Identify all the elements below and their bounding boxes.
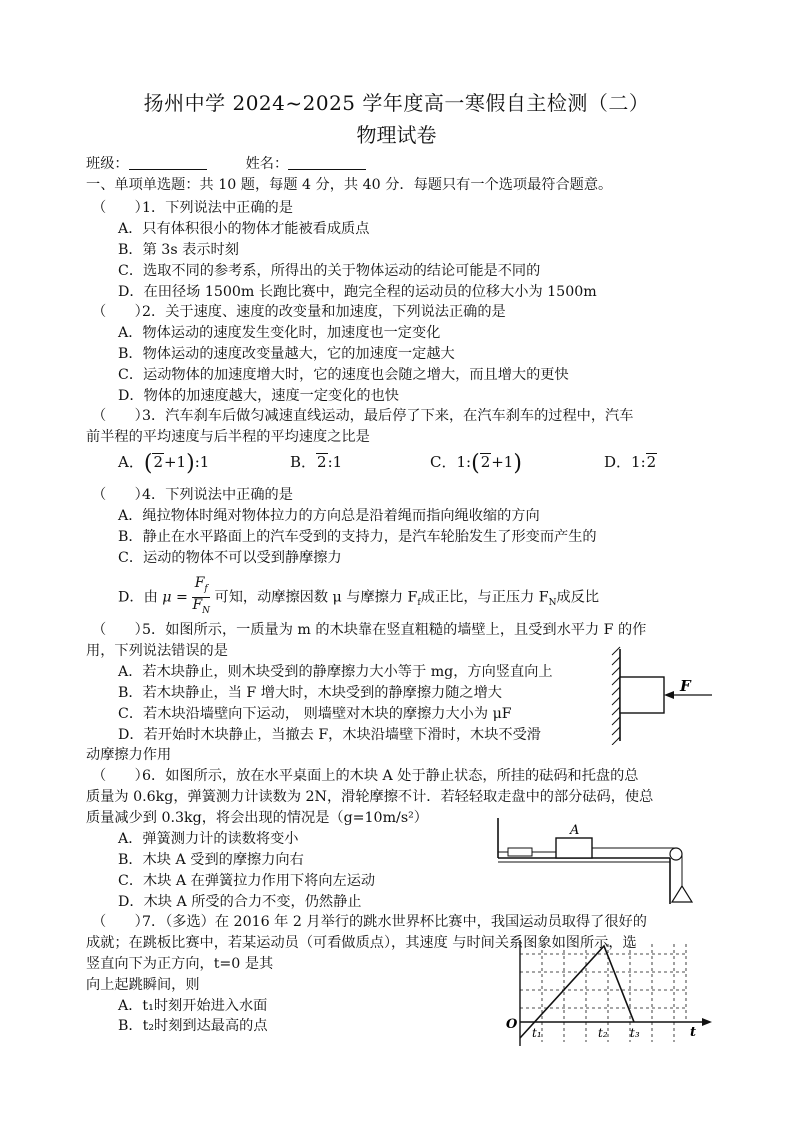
- q6-stem-cont2: 质量减少到 0.3kg，将会出现的情况是（g=10m/s²）: [86, 810, 428, 826]
- mu-fraction: $\frac{F_f}{F_N}$: [192, 575, 211, 616]
- q3-option-a: A．(2+1):1: [118, 451, 210, 476]
- weight-tray: [672, 886, 692, 902]
- q7-stem-cont: 成就；在跳板比赛中，若某运动员（可看做质点），其速度 与时间关系图象如图所示，选: [86, 935, 637, 951]
- q7-stem-cont3: 向上起跳瞬间，则: [86, 977, 200, 993]
- q5-option-b: B．若木块静止，当 F 增大时，木块受到的静摩擦力随之增大: [118, 685, 502, 701]
- wood-block: [620, 677, 664, 713]
- q2-option-b: B．物体运动的速度改变量越大，它的加速度一定越大: [118, 346, 455, 362]
- q4-option-d: D．由 μ = $\frac{F_f}{F_N}$ 可知，动摩擦因数 μ 与摩擦力 $F_f$成正比，与正压力 $F_N$成反比: [118, 576, 599, 619]
- q4-option-a: A．绳拉物体时绳对物体拉力的方向总是沿着绳而指向绳收缩的方向: [118, 508, 540, 524]
- spring-scale: [508, 848, 532, 856]
- q7-stem: （ ）7．（多选）在 2016 年 2 月举行的跳水世界杯比赛中，我国运动员取得了很好的: [92, 914, 647, 930]
- q1-option-a: A．只有体积很小的物体才能被看成质点: [118, 221, 370, 237]
- q5-option-d: D．若开始时木块静止，当撤去 F，木块沿墙壁下滑时，木块不受滑: [118, 727, 541, 743]
- q4-option-b: B．静止在水平路面上的汽车受到的支持力，是汽车轮胎发生了形变而产生的: [118, 529, 597, 545]
- t-axis-arrow-icon: [702, 1018, 712, 1026]
- velocity-line: [520, 946, 634, 1038]
- name-field[interactable]: [288, 155, 366, 170]
- q5-figure: [608, 645, 718, 745]
- q7-option-a: A．t₁时刻开始进入水面: [118, 998, 268, 1014]
- q1-stem: （ ）1．下列说法中正确的是: [92, 200, 293, 216]
- answer-paren[interactable]: （ ）: [92, 200, 149, 216]
- q6-option-a: A．弹簧测力计的读数将变小: [118, 831, 299, 847]
- answer-paren[interactable]: （ ）: [92, 408, 149, 424]
- q3-stem: （ ）3．汽车刹车后做匀减速直线运动，最后停了下来，在汽车刹车的过程中，汽车: [92, 408, 634, 424]
- q2-option-d: D．物体的加速度越大，速度一定变化的也快: [118, 388, 399, 404]
- q7-vt-graph: [500, 936, 716, 1048]
- q2-option-c: C．运动物体的加速度增大时，它的速度也会随之增大，而且增大的更快: [118, 367, 569, 383]
- q1-option-b: B．第 3s 表示时刻: [118, 242, 239, 258]
- t-axis-label: t: [690, 1025, 697, 1040]
- q2-option-a: A．物体运动的速度发生变化时，加速度也一定变化: [118, 325, 441, 341]
- q6-option-b: B．木块 A 受到的摩擦力向右: [118, 852, 304, 868]
- t1-label: t₁: [532, 1026, 542, 1040]
- q5-stem-cont: 用，下列说法错误的是: [86, 643, 228, 659]
- answer-paren[interactable]: （ ）: [92, 768, 149, 784]
- t2-label: t₂: [598, 1026, 608, 1040]
- page-subtitle: 物理试卷: [356, 123, 437, 147]
- origin-label: O: [506, 1017, 518, 1032]
- student-info-row: [86, 154, 366, 174]
- q7-stem-cont2: 竖直向下为正方向，t=0 是其: [86, 956, 274, 972]
- q7-option-b: B．t₂时刻到达最高的点: [118, 1018, 268, 1034]
- answer-paren[interactable]: （ ）: [92, 487, 149, 503]
- name-label: 姓名：: [245, 156, 289, 172]
- q4-option-c: C．运动的物体不可以受到静摩擦力: [118, 550, 342, 566]
- q5-option-c: C．若木块沿墙壁向下运动， 则墙壁对木块的摩擦力大小为 μF: [118, 706, 512, 722]
- q6-option-c: C．木块 A 在弹簧拉力作用下将向左运动: [118, 873, 376, 889]
- arrow-left-icon: [664, 691, 674, 699]
- q5-option-d-cont: 动摩擦力作用: [86, 747, 172, 763]
- t3-label: t₃: [630, 1026, 640, 1040]
- page-title: 扬州中学 2024~2025 学年度高一寒假自主检测（二）: [143, 91, 650, 115]
- q2-stem: （ ）2．关于速度、速度的改变量和加速度，下列说法正确的是: [92, 304, 506, 320]
- q3-stem-cont: 前半程的平均速度与后半程的平均速度之比是: [86, 429, 370, 445]
- block-a: [556, 838, 592, 858]
- q6-option-d: D．木块 A 所受的合力不变，仍然静止: [118, 894, 362, 910]
- pulley: [670, 848, 682, 860]
- q1-option-c: C．选取不同的参考系，所得出的关于物体运动的结论可能是不同的: [118, 263, 541, 279]
- section-heading: 一、单项单选题：共 10 题，每题 4 分，共 40 分．每题只有一个选项最符合题意。: [86, 177, 613, 193]
- class-label: 班级：: [86, 156, 129, 172]
- q5-option-a: A．若木块静止，则木块受到的静摩擦力大小等于 mg，方向竖直向上: [118, 664, 553, 680]
- answer-paren[interactable]: （ ）: [92, 304, 149, 320]
- q5-stem: （ ）5．如图所示，一质量为 m 的木块靠在竖直粗糙的墙壁上，且受到水平力 F 的作: [92, 622, 647, 638]
- answer-paren[interactable]: （ ）: [92, 914, 149, 930]
- q6-stem: （ ）6．如图所示，放在水平桌面上的木块 A 处于静止状态，所挂的砝码和托盘的总: [92, 768, 639, 784]
- q1-option-d: D．在田径场 1500m 长跑比赛中，跑完全程的运动员的位移大小为 1500m: [118, 284, 597, 300]
- force-label: F: [680, 677, 691, 695]
- answer-paren[interactable]: （ ）: [92, 622, 149, 638]
- class-field[interactable]: [129, 155, 207, 170]
- q6-stem-cont: 质量为 0.6kg，弹簧测力计读数为 2N，滑轮摩擦不计．若轻轻取走盘中的部分砝码，使总: [86, 789, 654, 805]
- q4-stem: （ ）4．下列说法中正确的是: [92, 487, 293, 503]
- block-a-label: A: [570, 823, 580, 838]
- q6-figure: [494, 816, 704, 908]
- q3-option-c: C．1:(2+1): [430, 451, 522, 476]
- q3-option-d: D．1:2: [604, 453, 657, 471]
- q3-option-b: B．2:1: [290, 453, 343, 471]
